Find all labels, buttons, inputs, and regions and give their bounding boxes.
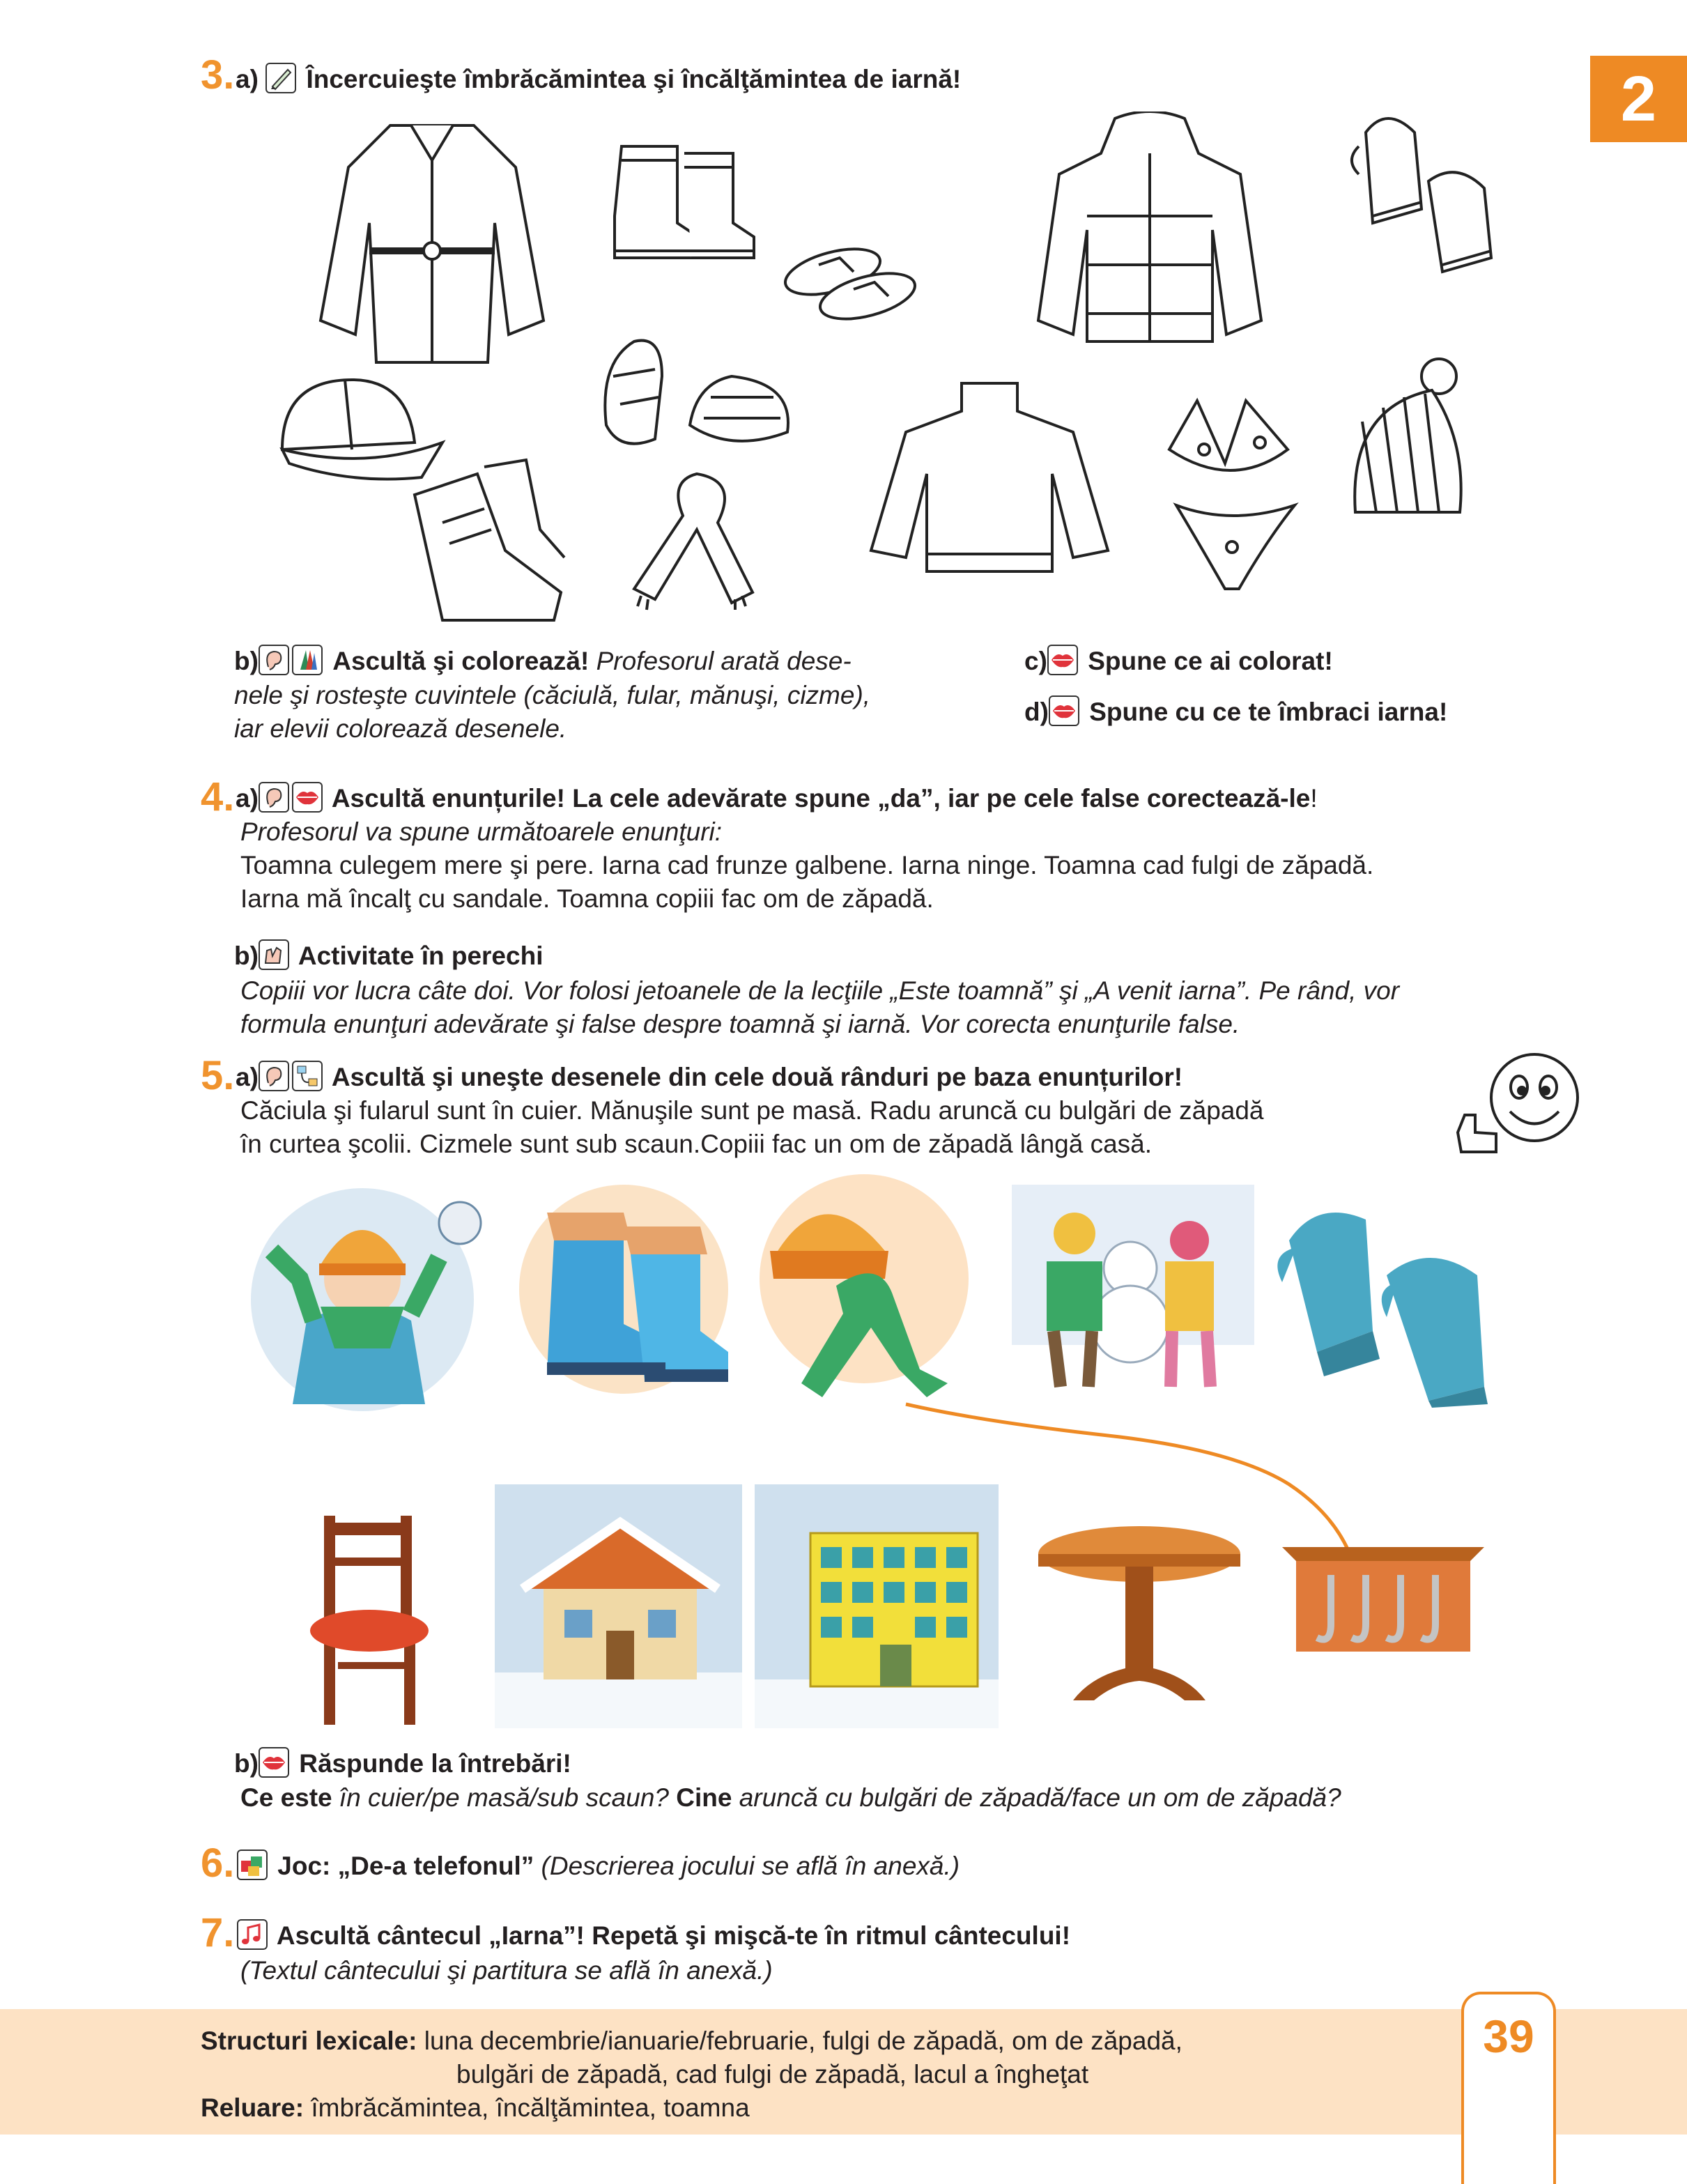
ex5-q-it2: aruncă cu bulgări de zăpadă/face un om de zăpadă?: [732, 1783, 1341, 1812]
footer-reluare-text: îmbrăcămintea, încălţămintea, toamna: [304, 2093, 750, 2122]
ex3-a-label: a): [236, 65, 259, 93]
ear-icon: [259, 645, 289, 675]
ex3-c-label: c): [1024, 647, 1047, 675]
page-number-box: [1461, 1992, 1556, 2184]
shoes-drawing[interactable]: [401, 453, 568, 627]
ex5-question: [240, 1781, 1341, 1815]
ex3-d-text: Spune cu ce te îmbraci iarna!: [1089, 698, 1448, 726]
mittens-drawing[interactable]: [1345, 105, 1512, 279]
ex4-number: 4.: [201, 774, 235, 820]
ex5-q-bold1: Ce este: [240, 1783, 332, 1812]
ex4-intro: Profesorul va spune următoarele enunţuri:: [240, 817, 723, 846]
chair-picture[interactable]: [296, 1509, 442, 1732]
footer-reluare: [201, 2091, 750, 2125]
footer-structures: [201, 2024, 1183, 2058]
ex4-a-label: a): [236, 784, 259, 813]
ex6-note: (Descrierea jocului se află în anexă.): [534, 1852, 960, 1880]
snowy-house-picture[interactable]: [495, 1484, 742, 1728]
boy-throwing-snowball[interactable]: [230, 1181, 498, 1411]
winter-boots-drawing[interactable]: [601, 132, 761, 272]
ex7-number: 7.: [201, 1910, 235, 1955]
ex3-a: [236, 63, 961, 96]
ex7: [237, 1919, 1070, 1953]
ex4-b: [234, 939, 543, 973]
ex5-number: 5.: [201, 1053, 235, 1098]
lips-icon: [292, 782, 323, 813]
ex7-note: (Textul cântecului şi partitura se află în anexă.): [240, 1956, 773, 1985]
connect-icon: [292, 1061, 323, 1091]
ex4-line2: Iarna mă încalţ cu sandale. Toamna copiii fac om de zăpadă.: [240, 884, 934, 913]
ex4-b-line1: Copiii vor lucra câte doi. Vor folosi jetoanele de la lecţiile „Este toamnă” şi „A venit iarna”. Pe rând, vor: [240, 976, 1400, 1005]
ex4-line1: Toamna culegem mere şi pere. Iarna cad frunze galbene. Iarna ninge. Toamna cad fulgi de zăpadă.: [240, 851, 1374, 879]
ex3-b-italic-1: Profesorul arată dese-: [596, 647, 852, 675]
ex4-a: [236, 782, 1318, 815]
ear-icon: [259, 1061, 289, 1091]
children-snowman-picture[interactable]: [1012, 1185, 1254, 1408]
ex5-a-label: a): [236, 1063, 259, 1091]
ex5-q-bold2: Cine: [676, 1783, 732, 1812]
ex5-b-text: Răspunde la întrebări!: [299, 1749, 571, 1778]
pencil-icon: [265, 63, 296, 93]
coat-drawing[interactable]: [307, 111, 557, 376]
ex5-q-it1: în cuier/pe masă/sub scaun?: [332, 1783, 677, 1812]
ex3-b-bold: Ascultă şi colorează!: [332, 647, 590, 675]
ex5-b-label: b): [234, 1749, 259, 1778]
music-note-icon: [237, 1919, 268, 1950]
flip-flops-drawing[interactable]: [777, 230, 930, 328]
ex3-c-text: Spune ce ai colorat!: [1088, 647, 1333, 675]
smiley-thumbs-up: [1444, 1049, 1597, 1160]
ex5-line2: în curtea şcolii. Cizmele sunt sub scaun.Copiii fac un om de zăpadă lângă casă.: [240, 1130, 1153, 1158]
ex4-b-text: Activitate în perechi: [298, 941, 544, 970]
scarf-drawing[interactable]: [613, 467, 787, 613]
lips-icon: [1047, 645, 1078, 675]
ex5-a-text: Ascultă şi uneşte desenele din cele două rânduri pe baza enunțurilor!: [331, 1063, 1183, 1091]
page-number: 39: [1483, 2010, 1534, 2062]
school-building-picture[interactable]: [755, 1484, 999, 1728]
footer-struct-line1: luna decembrie/ianuarie/februarie, fulgi de zăpadă, om de zăpadă,: [417, 2027, 1183, 2055]
swimsuit-drawing[interactable]: [1162, 387, 1302, 596]
ex6: [237, 1850, 960, 1883]
ex4-b-label: b): [234, 941, 259, 970]
ex6-text: Joc: „De-a telefonul”: [277, 1852, 534, 1880]
ex4-a-end: !: [1310, 784, 1318, 813]
ex3-number: 3.: [201, 52, 235, 98]
lips-icon: [259, 1747, 289, 1778]
ex3-b-italic-3: iar elevii colorează desenele.: [234, 714, 567, 743]
ex4-a-text: Ascultă enunțurile! La cele adevărate spune „da”, iar pe cele false corectează-le: [331, 784, 1311, 813]
lips-icon: [1049, 695, 1079, 726]
chapter-tab: 2: [1590, 56, 1687, 142]
ex3-b-italic-2: nele şi rosteşte cuvintele (căciulă, fular, mănuşi, cizme),: [234, 681, 871, 709]
ex3-b-label: b): [234, 647, 259, 675]
hands-icon: [259, 939, 289, 970]
footer-struct-label: Structuri lexicale:: [201, 2027, 417, 2055]
game-blocks-icon: [237, 1850, 268, 1880]
ex6-number: 6.: [201, 1840, 235, 1886]
sandals-drawing[interactable]: [592, 321, 801, 460]
knit-hat-drawing[interactable]: [1334, 352, 1474, 519]
blue-boots-picture[interactable]: [505, 1185, 742, 1394]
ex3-d: [1024, 695, 1447, 729]
hat-and-scarf-picture[interactable]: [753, 1174, 996, 1425]
ex3-c: [1024, 645, 1333, 678]
ex5-b: [234, 1747, 571, 1781]
round-table-picture[interactable]: [1031, 1519, 1247, 1707]
coat-rack-picture[interactable]: [1275, 1533, 1491, 1672]
crayons-icon: [292, 645, 323, 675]
footer-reluare-label: Reluare:: [201, 2093, 305, 2122]
sweater-drawing[interactable]: [864, 376, 1115, 578]
ex3-b: [234, 645, 852, 678]
ear-icon: [259, 782, 289, 813]
ex7-text: Ascultă cântecul „Iarna”! Repetă şi mişcă-te în ritmul cântecului!: [276, 1921, 1071, 1950]
ex5-a: [236, 1061, 1183, 1094]
ex5-line1: Căciula şi fularul sunt în cuier. Mănuşile sunt pe masă. Radu aruncă cu bulgări de zăpadă: [240, 1096, 1264, 1125]
ex4-b-line2: formula enunţuri adevărate şi false despre toamnă şi iarnă. Vor corecta enunţurile false.: [240, 1010, 1240, 1038]
footer-struct-line2: bulgări de zăpadă, cad fulgi de zăpadă, lacul a îngheţat: [456, 2060, 1089, 2089]
ex3-a-text: Încercuieşte îmbrăcămintea şi încălţămintea de iarnă!: [306, 65, 962, 93]
ex3-d-label: d): [1024, 698, 1049, 726]
blue-mittens-picture[interactable]: [1275, 1199, 1505, 1408]
winter-jacket-drawing[interactable]: [1031, 111, 1268, 348]
